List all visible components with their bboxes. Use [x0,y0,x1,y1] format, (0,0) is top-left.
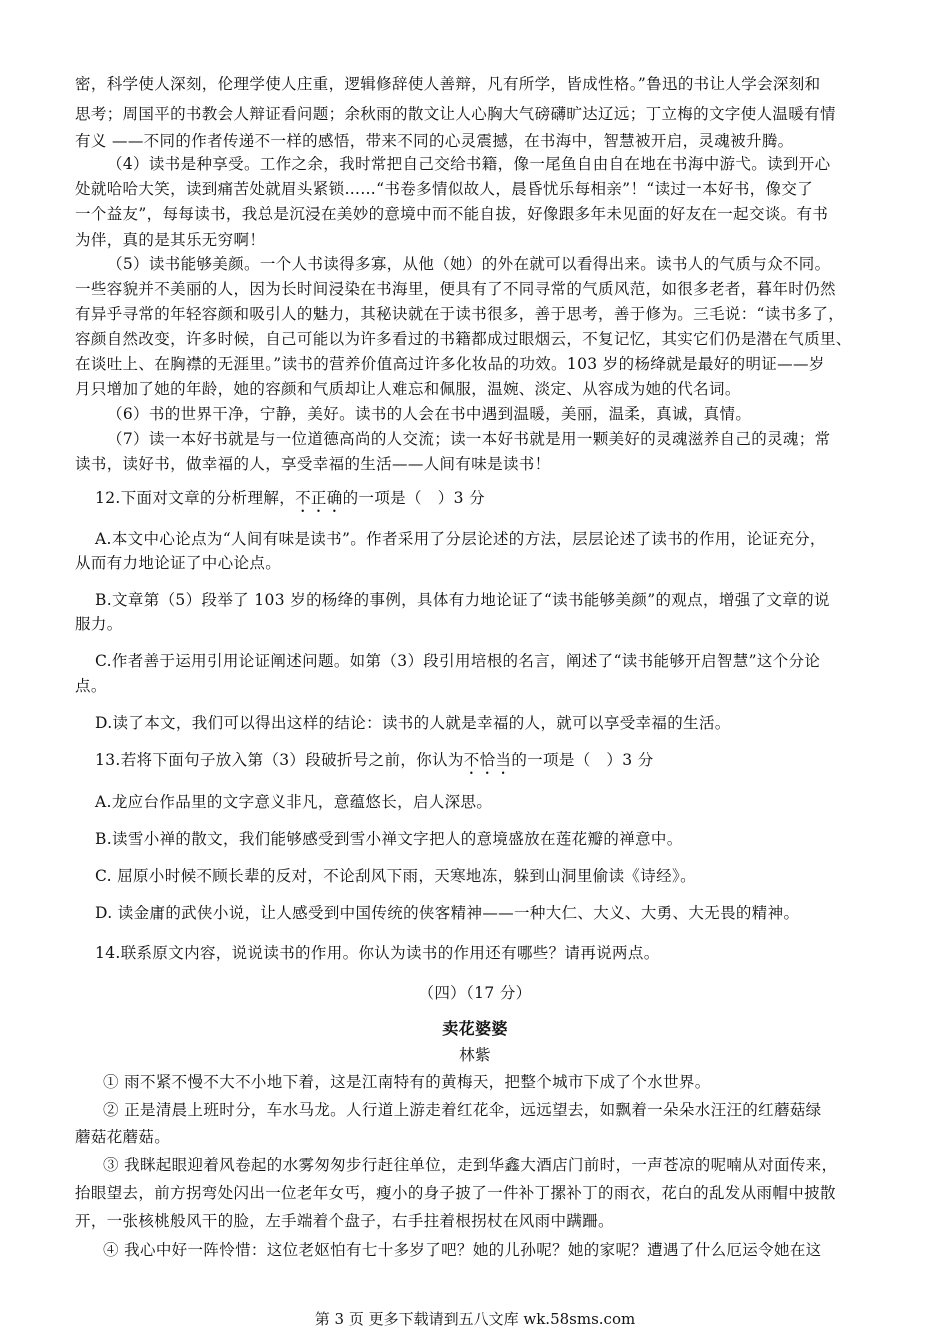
option-line: A.本文中心论点为“人间有味是读书”。作者采用了分层论述的方法，层层论述了读书的作用，论证充分， [95,530,826,548]
option-line: B.读雪小禅的散文，我们能够感受到雪小禅文字把人的意境盛放在莲花瓣的禅意中。 [95,830,683,848]
paragraph-line: 读书，读好书，做幸福的人，享受幸福的生活——人间有味是读书！ [75,455,551,473]
story-line: 蘑菇花蘑菇。 [75,1128,171,1146]
question-12 [95,485,905,516]
question-12-prefix: 12.下面对文章的分析理解， [95,489,296,507]
paragraph-line: （4）读书是种享受。工作之余，我时常把自己交给书籍，像一尾鱼自由自在地在书海中游弋。读到开心 [107,155,831,173]
option-line: 点。 [75,677,107,695]
paragraph-line: 月只增加了她的年龄，她的容颜和气质却让人难忘和佩服，温婉、淡定、从容成为她的代名词。 [75,380,741,398]
option-line: 服力。 [75,615,123,633]
paragraph-line: （5）读书能够美颜。一个人书读得多寡，从他（她）的外在就可以看得出来。读书人的气质与众不同。 [107,255,831,273]
paragraph-line: 有异乎寻常的年轻容颜和吸引人的魅力，其秘诀就在于读书很多，善于思考，善于修为。三毛说：“读书多了， [75,305,845,323]
paragraph-line: 容颜自然改变，许多时候，自己可能以为许多看过的书籍都成过眼烟云，不复记忆，其实它们仍是潜在气质里、 [75,330,852,348]
paragraph-line: 一些容貌并不美丽的人，因为长时间浸染在书海里，便具有了不同寻常的气质风范，如很多老者，暮年时仍然 [75,280,836,298]
story-line: ③ 我眯起眼迎着风卷起的水雾匆匆步行赶往单位，走到华鑫大酒店门前时，一声苍凉的呢喃从对面传来， [103,1156,838,1174]
paragraph-line: 密，科学使人深刻，伦理学使人庄重，逻辑修辞使人善辩，凡有所学，皆成性格。”鲁迅的书让人学会深刻和 [75,75,821,93]
option-line: D. 读金庸的武侠小说，让人感受到中国传统的侠客精神——一种大仁、大义、大勇、大无畏的精神。 [95,904,800,922]
story-author: 林紫 [459,1046,491,1064]
question-13 [95,747,905,778]
question-13-emphasis: 不恰当 [463,751,512,769]
question-12-suffix: 的一项是（ ）3 分 [342,489,485,507]
question-13-suffix: 的一项是（ ）3 分 [511,751,654,769]
option-line: A.龙应台作品里的文字意义非凡，意蕴悠长，启人深思。 [95,793,493,811]
section-heading: （四）（17 分） [418,984,532,1002]
paragraph-line: 一个益友”，每每读书，我总是沉浸在美妙的意境中而不能自拔，好像跟多年未见面的好友在一起交谈。有书 [75,205,829,223]
question-14: 14.联系原文内容，说说读书的作用。你认为读书的作用还有哪些？请再说两点。 [95,944,660,962]
paragraph-line: 在谈吐上、在胸襟的无涯里。”读书的营养价值高过许多化妆品的功效。103 岁的杨绛就是最好的明证——岁 [75,355,825,373]
paragraph-line: （6）书的世界干净，宁静，美好。读书的人会在书中遇到温暖，美丽，温柔，真诚，真情。 [107,405,752,423]
story-line: 开，一张核桃般风干的脸，左手端着个盘子，右手拄着根拐杖在风雨中蹒跚。 [75,1212,614,1230]
paragraph-line: （7）读一本好书就是与一位道德高尚的人交流；读一本好书就是用一颗美好的灵魂滋养自己的灵魂；常 [107,430,831,448]
story-line: ④ 我心中好一阵怜惜：这位老妪怕有七十多岁了吧？她的儿孙呢？她的家呢？遭遇了什么厄运令她在这 [103,1241,822,1259]
option-line: C.作者善于运用引用论证阐述问题。如第（3）段引用培根的名言，阐述了“读书能够开启智慧”这个分论 [95,652,821,670]
option-line: C. 屈原小时候不顾长辈的反对，不论刮风下雨，天寒地冻，躲到山洞里偷读《诗经》。 [95,867,696,885]
option-line: D.读了本文，我们可以得出这样的结论：读书的人就是幸福的人，就可以享受幸福的生活。 [95,714,731,732]
story-line: ② 正是清晨上班时分，车水马龙。人行道上游走着红花伞，远远望去，如飘着一朵朵水汪汪的红蘑菇绿 [103,1101,822,1119]
story-title: 卖花婆婆 [442,1019,508,1038]
question-12-emphasis: 不正确 [295,489,343,507]
page-footer: 第 3 页 更多下载请到五八文库 wk.58sms.com [314,1310,636,1328]
paragraph-line: 有义 ——不同的作者传递不一样的感悟，带来不同的心灵震撼，在书海中，智慧被开启，灵魂被升腾。 [75,132,794,150]
paragraph-line: 为伴，真的是其乐无穷啊！ [75,231,266,249]
paragraph-line: 思考；周国平的书教会人辩证看问题；余秋雨的散文让人心胸大气磅礴旷达辽远；丁立梅的文字使人温暖有情 [75,105,836,123]
story-line: ① 雨不紧不慢不大不小地下着，这是江南特有的黄梅天，把整个城市下成了个水世界。 [103,1073,711,1091]
option-line: 从而有力地论证了中心论点。 [75,554,282,572]
paragraph-line: 处就哈哈大笑，读到痛苦处就眉头紧锁……“书卷多情似故人，晨昏忧乐每相亲”！“读过一本好书，像交了 [75,180,814,198]
story-line: 抬眼望去，前方拐弯处闪出一位老年女丐，瘦小的身子披了一件补丁摞补丁的雨衣，花白的乱发从雨帽中披散 [75,1184,836,1202]
question-13-prefix: 13.若将下面句子放入第（3）段破折号之前，你认为 [95,751,464,769]
option-line: B.文章第（5）段举了 103 岁的杨绛的事例，具体有力地论证了“读书能够美颜”的观点，增强了文章的说 [95,591,830,609]
